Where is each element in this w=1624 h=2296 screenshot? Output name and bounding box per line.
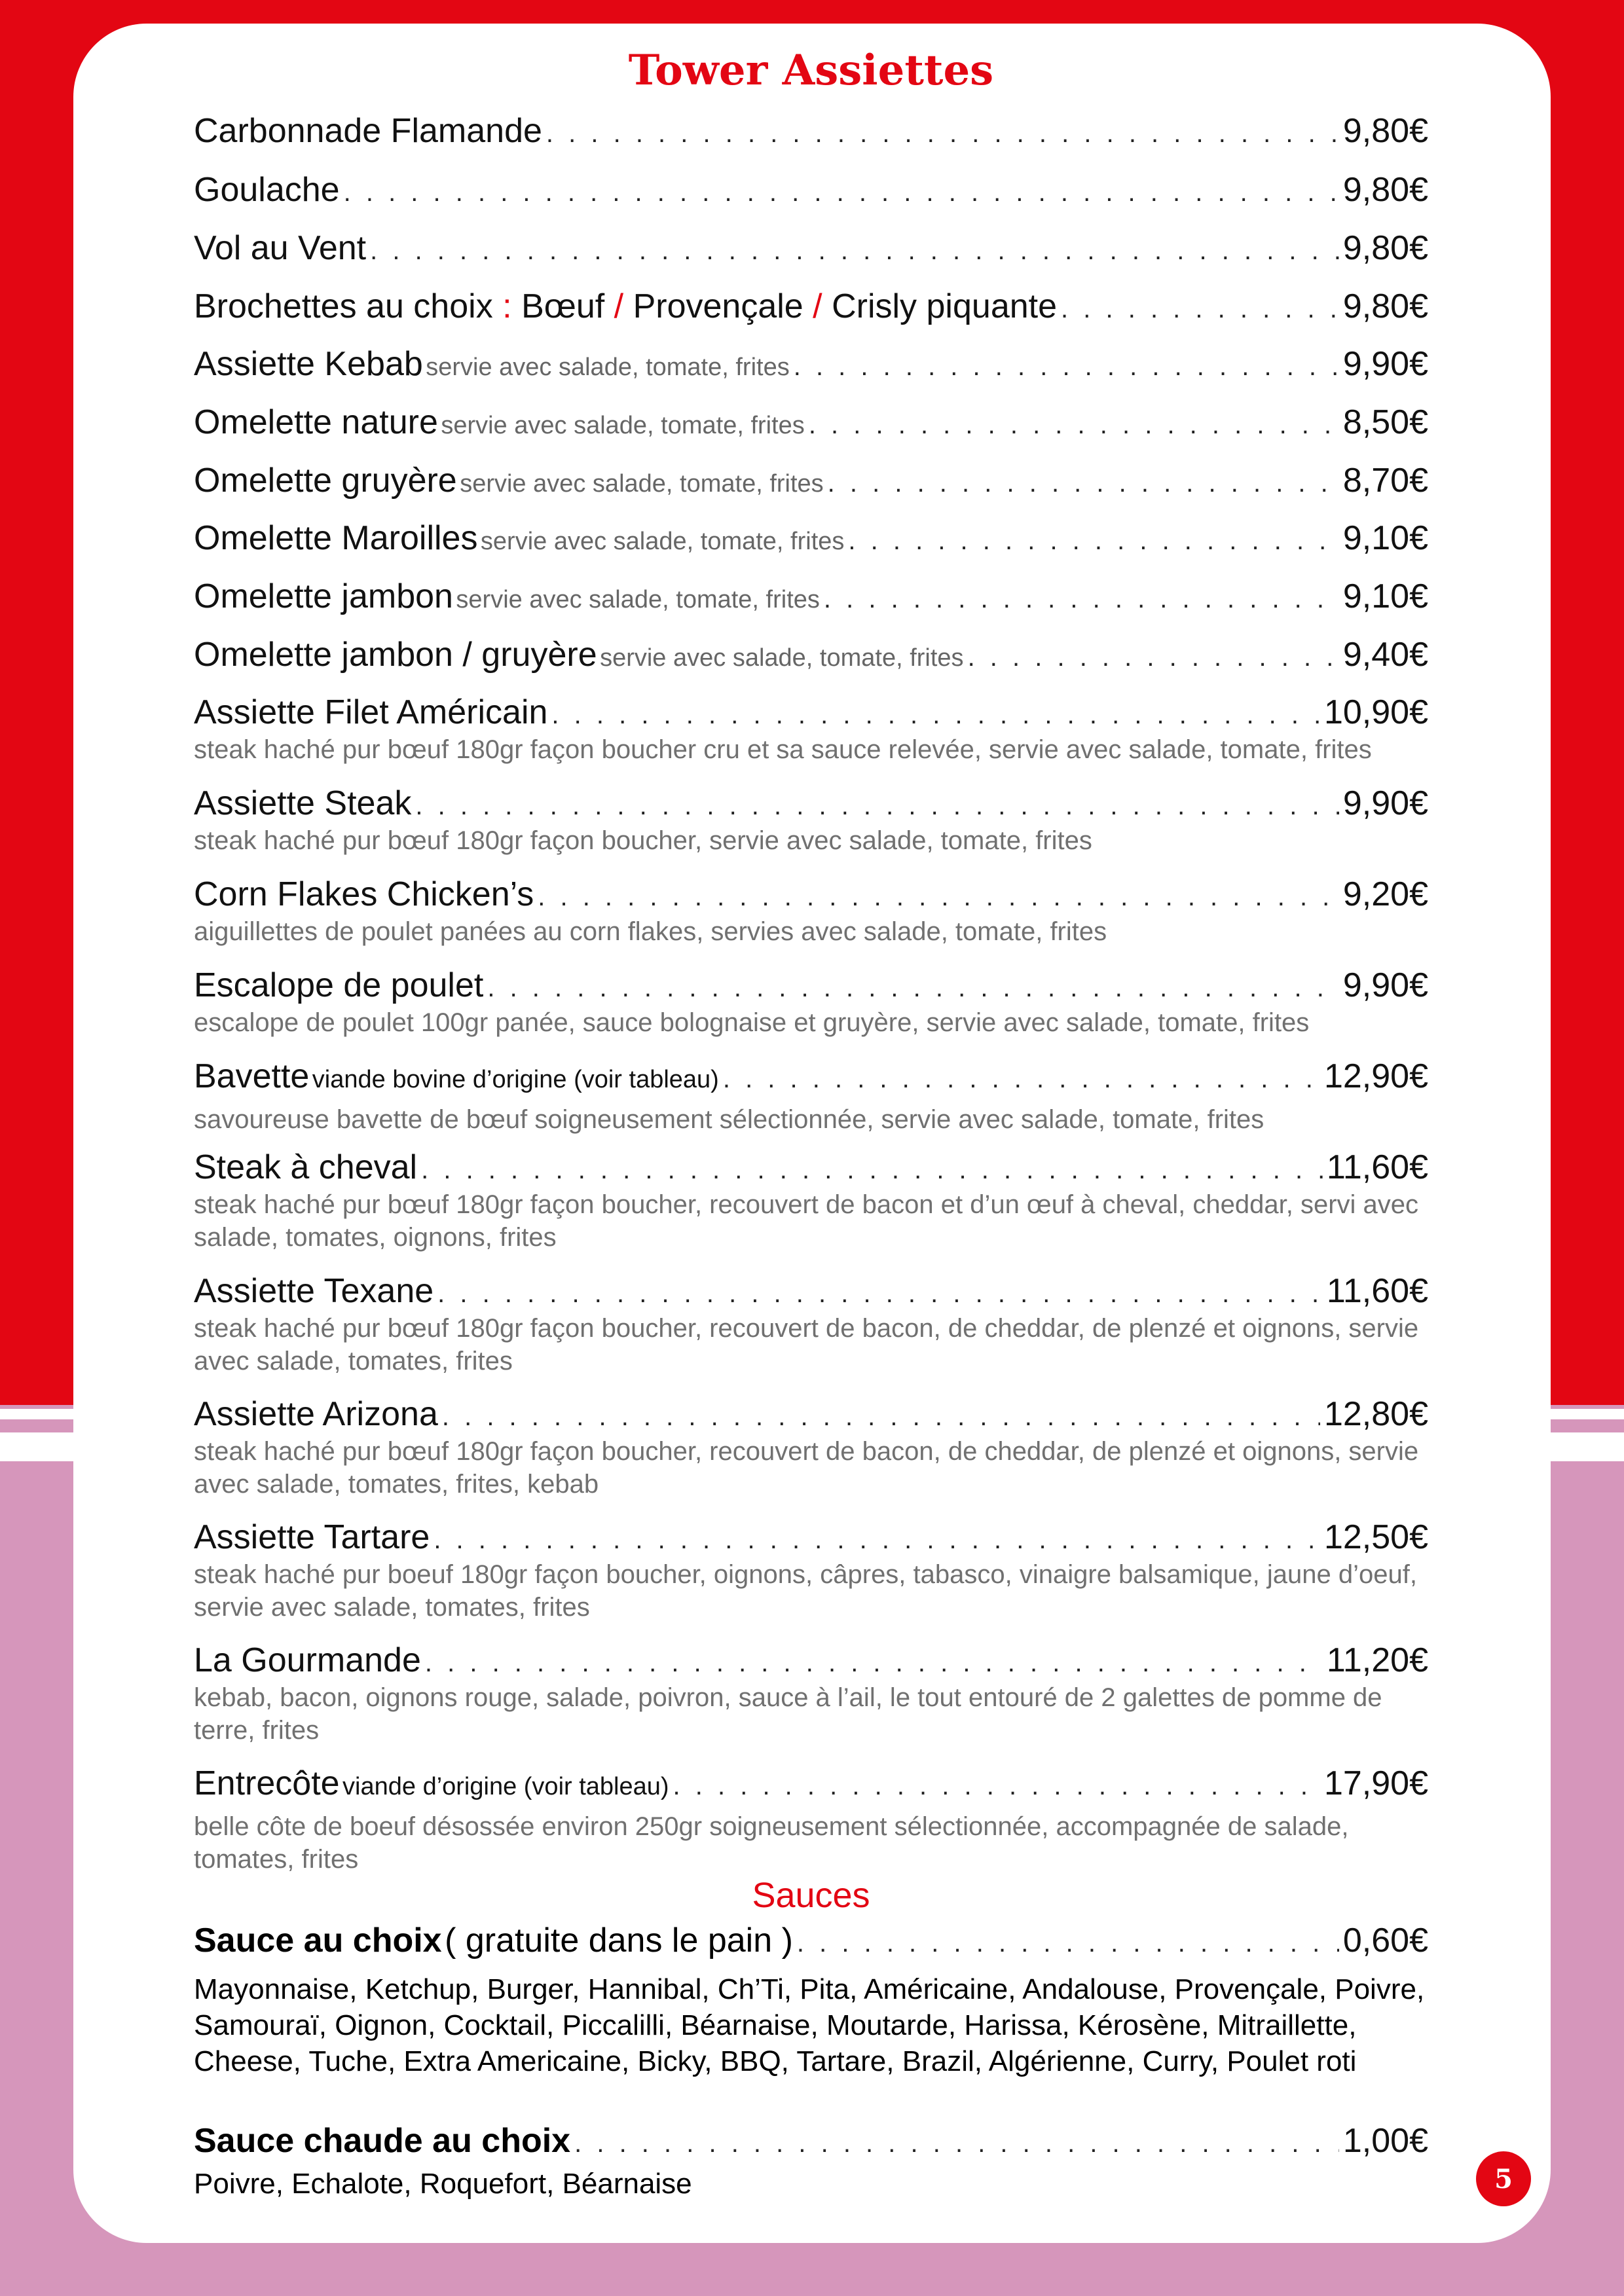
menu-item bbox=[194, 781, 1428, 857]
sauce-hot-list: Poivre, Echalote, Roquefort, Béarnaise bbox=[194, 2168, 692, 2200]
item-name: Assiette Kebab bbox=[194, 345, 423, 383]
item-name: La Gourmande bbox=[194, 1641, 421, 1679]
item-name: Bavette bbox=[194, 1057, 310, 1095]
item-name: Assiette Filet Américain bbox=[194, 693, 548, 731]
item-note: servie avec salade, tomate, frites bbox=[456, 586, 820, 613]
dot-leader bbox=[797, 1921, 1339, 1965]
item-description: escalope de poulet 100gr panée, sauce bolognaise et gruyère, servie avec salade, tomate, frites bbox=[194, 1008, 1310, 1037]
dot-leader bbox=[574, 2121, 1339, 2166]
page-title: Tower Assiettes bbox=[628, 46, 994, 95]
dot-leader bbox=[370, 228, 1339, 273]
dot-leader bbox=[434, 1518, 1320, 1562]
item-note: servie avec salade, tomate, frites bbox=[426, 354, 790, 381]
menu-item bbox=[194, 109, 1428, 156]
item-description: savoureuse bavette de bœuf soigneusement sélectionnée, servie avec salade, tomate, frites bbox=[194, 1105, 1264, 1134]
menu-item bbox=[194, 1761, 1428, 1876]
item-note: viande d’origine (voir tableau) bbox=[342, 1773, 669, 1800]
sauce-choice-note: ( gratuite dans le pain ) bbox=[445, 1922, 793, 1959]
dot-leader bbox=[828, 461, 1339, 505]
item-description: steak haché pur bœuf 180gr façon boucher, recouvert de bacon, de cheddar, de plenzé et oignons, servie avec salade, tomates, frites, kebab bbox=[194, 1437, 1419, 1499]
item-name: Goulache bbox=[194, 171, 340, 209]
item-price: 9,10€ bbox=[1342, 577, 1428, 615]
dot-leader bbox=[546, 111, 1339, 156]
item-name: Omelette Maroilles bbox=[194, 519, 478, 557]
item-description: steak haché pur boeuf 180gr façon boucher, oignons, câpres, tabasco, vinaigre balsamique, jaune d’oeuf, servie avec salade, tomates, frites bbox=[194, 1560, 1417, 1622]
sauces-heading: Sauces bbox=[752, 1876, 870, 1915]
item-name: Escalope de poulet bbox=[194, 966, 484, 1004]
menu-item bbox=[194, 574, 1428, 627]
item-price: 11,20€ bbox=[1326, 1641, 1428, 1679]
dot-leader bbox=[968, 635, 1339, 680]
dot-leader bbox=[425, 1641, 1323, 1685]
sauce-choice bbox=[194, 1918, 1428, 2079]
item-note: servie avec salade, tomate, frites bbox=[460, 470, 824, 498]
item-note: servie avec salade, tomate, frites bbox=[600, 644, 964, 672]
item-description: steak haché pur bœuf 180gr façon boucher cru et sa sauce relevée, servie avec salade, tomate, frites bbox=[194, 735, 1372, 764]
item-price: 9,90€ bbox=[1342, 784, 1428, 822]
dot-leader bbox=[344, 170, 1339, 215]
menu-item bbox=[194, 284, 1428, 331]
menu-item bbox=[194, 690, 1428, 766]
item-price: 9,80€ bbox=[1342, 112, 1428, 150]
menu-item bbox=[194, 1515, 1428, 1624]
dot-leader bbox=[723, 1057, 1320, 1101]
item-price: 8,50€ bbox=[1342, 403, 1428, 441]
item-name: Assiette Steak bbox=[194, 784, 412, 822]
item-name: Brochettes au choix : Bœuf / Provençale / Crisly piquante bbox=[194, 287, 1058, 325]
item-note: servie avec salade, tomate, frites bbox=[441, 412, 805, 439]
dot-leader bbox=[437, 1271, 1323, 1316]
item-description: kebab, bacon, oignons rouge, salade, poivron, sauce à l’ail, le tout entouré de 2 galettes de pomme de terre, frites bbox=[194, 1683, 1382, 1745]
item-description: aiguillettes de poulet panées au corn flakes, servies avec salade, tomate, frites bbox=[194, 917, 1107, 946]
item-name: Carbonnade Flamande bbox=[194, 112, 542, 150]
item-note: servie avec salade, tomate, frites bbox=[480, 528, 845, 555]
menu-item bbox=[194, 1269, 1428, 1377]
item-description: steak haché pur bœuf 180gr façon boucher, recouvert de bacon, de cheddar, de plenzé et oignons, servie avec salade, tomates, frites bbox=[194, 1314, 1419, 1376]
menu-content bbox=[194, 0, 1428, 2226]
menu-item bbox=[194, 168, 1428, 215]
item-price: 12,80€ bbox=[1323, 1395, 1428, 1433]
sauce-hot bbox=[194, 2119, 1428, 2202]
dot-leader bbox=[809, 403, 1339, 447]
dot-leader bbox=[421, 1148, 1323, 1192]
sauce-choice-list: Mayonnaise, Ketchup, Burger, Hannibal, Ch’Ti, Pita, Américaine, Andalouse, Provençale, Poivre, Samouraï, Oignon, Cocktail, Piccalilli, Béarnaise, Moutarde, Harissa, Kérosène, Mitraillette, Cheese, Tuche, Extra Americaine, Bicky, BBQ, Tartare, Brazil, Algérienne, Curry, Poulet roti bbox=[194, 1973, 1425, 2077]
item-price: 10,90€ bbox=[1323, 693, 1428, 731]
menu-item bbox=[194, 226, 1428, 273]
item-price: 9,90€ bbox=[1342, 966, 1428, 1004]
menu-item bbox=[194, 872, 1428, 948]
item-name: Omelette jambon / gruyère bbox=[194, 636, 597, 674]
dot-leader bbox=[538, 875, 1339, 919]
item-description: steak haché pur bœuf 180gr façon boucher, recouvert de bacon et d’un œuf à cheval, cheddar, servi avec salade, tomates, oignons, frites bbox=[194, 1190, 1418, 1252]
menu-item bbox=[194, 458, 1428, 511]
sauce-choice-name: Sauce au choix bbox=[194, 1922, 442, 1959]
menu-item bbox=[194, 1392, 1428, 1501]
menu-item bbox=[194, 516, 1428, 569]
item-name: Steak à cheval bbox=[194, 1148, 418, 1186]
item-price: 9,10€ bbox=[1342, 519, 1428, 557]
sauce-choice-price: 0,60€ bbox=[1342, 1922, 1428, 1959]
dot-leader bbox=[824, 577, 1339, 621]
item-price: 11,60€ bbox=[1326, 1272, 1428, 1310]
dot-leader bbox=[551, 693, 1320, 737]
item-price: 12,90€ bbox=[1323, 1057, 1428, 1095]
item-note: viande bovine d’origine (voir tableau) bbox=[312, 1066, 719, 1093]
item-name: Omelette gruyère bbox=[194, 462, 457, 500]
item-description: steak haché pur bœuf 180gr façon boucher, servie avec salade, tomate, frites bbox=[194, 826, 1092, 855]
item-price: 11,60€ bbox=[1326, 1148, 1428, 1186]
menu-item bbox=[194, 1054, 1428, 1136]
item-price: 17,90€ bbox=[1323, 1764, 1428, 1802]
sauce-hot-price: 1,00€ bbox=[1342, 2122, 1428, 2160]
item-name: Omelette jambon bbox=[194, 577, 453, 615]
item-price: 9,80€ bbox=[1342, 229, 1428, 267]
item-price: 9,80€ bbox=[1342, 287, 1428, 325]
menu-item bbox=[194, 400, 1428, 453]
item-price: 9,80€ bbox=[1342, 171, 1428, 209]
item-price: 12,50€ bbox=[1323, 1518, 1428, 1556]
item-name: Corn Flakes Chicken’s bbox=[194, 875, 534, 913]
dot-leader bbox=[487, 966, 1339, 1010]
dot-leader bbox=[673, 1764, 1320, 1808]
item-price: 9,20€ bbox=[1342, 875, 1428, 913]
item-name: Entrecôte bbox=[194, 1764, 340, 1802]
item-price: 9,40€ bbox=[1342, 636, 1428, 674]
dot-leader bbox=[794, 344, 1339, 389]
item-name: Assiette Tartare bbox=[194, 1518, 430, 1556]
item-price: 8,70€ bbox=[1342, 462, 1428, 500]
sauce-hot-name: Sauce chaude au choix bbox=[194, 2122, 571, 2160]
menu-item bbox=[194, 1638, 1428, 1747]
dot-leader bbox=[415, 784, 1338, 828]
item-description: belle côte de boeuf désossée environ 250gr soigneusement sélectionnée, accompagnée de salade, tomates, frites bbox=[194, 1812, 1349, 1874]
dot-leader bbox=[442, 1394, 1320, 1439]
menu-item bbox=[194, 632, 1428, 685]
item-name: Assiette Texane bbox=[194, 1272, 434, 1310]
dot-leader bbox=[1061, 287, 1339, 331]
item-name: Vol au Vent bbox=[194, 229, 367, 267]
menu-item bbox=[194, 342, 1428, 395]
item-price: 9,90€ bbox=[1342, 345, 1428, 383]
item-name: Omelette nature bbox=[194, 403, 438, 441]
menu-item bbox=[194, 1145, 1428, 1254]
dot-leader bbox=[848, 519, 1338, 563]
menu-item bbox=[194, 963, 1428, 1039]
page-number-badge: 5 bbox=[1476, 2151, 1531, 2206]
item-name: Assiette Arizona bbox=[194, 1395, 438, 1433]
